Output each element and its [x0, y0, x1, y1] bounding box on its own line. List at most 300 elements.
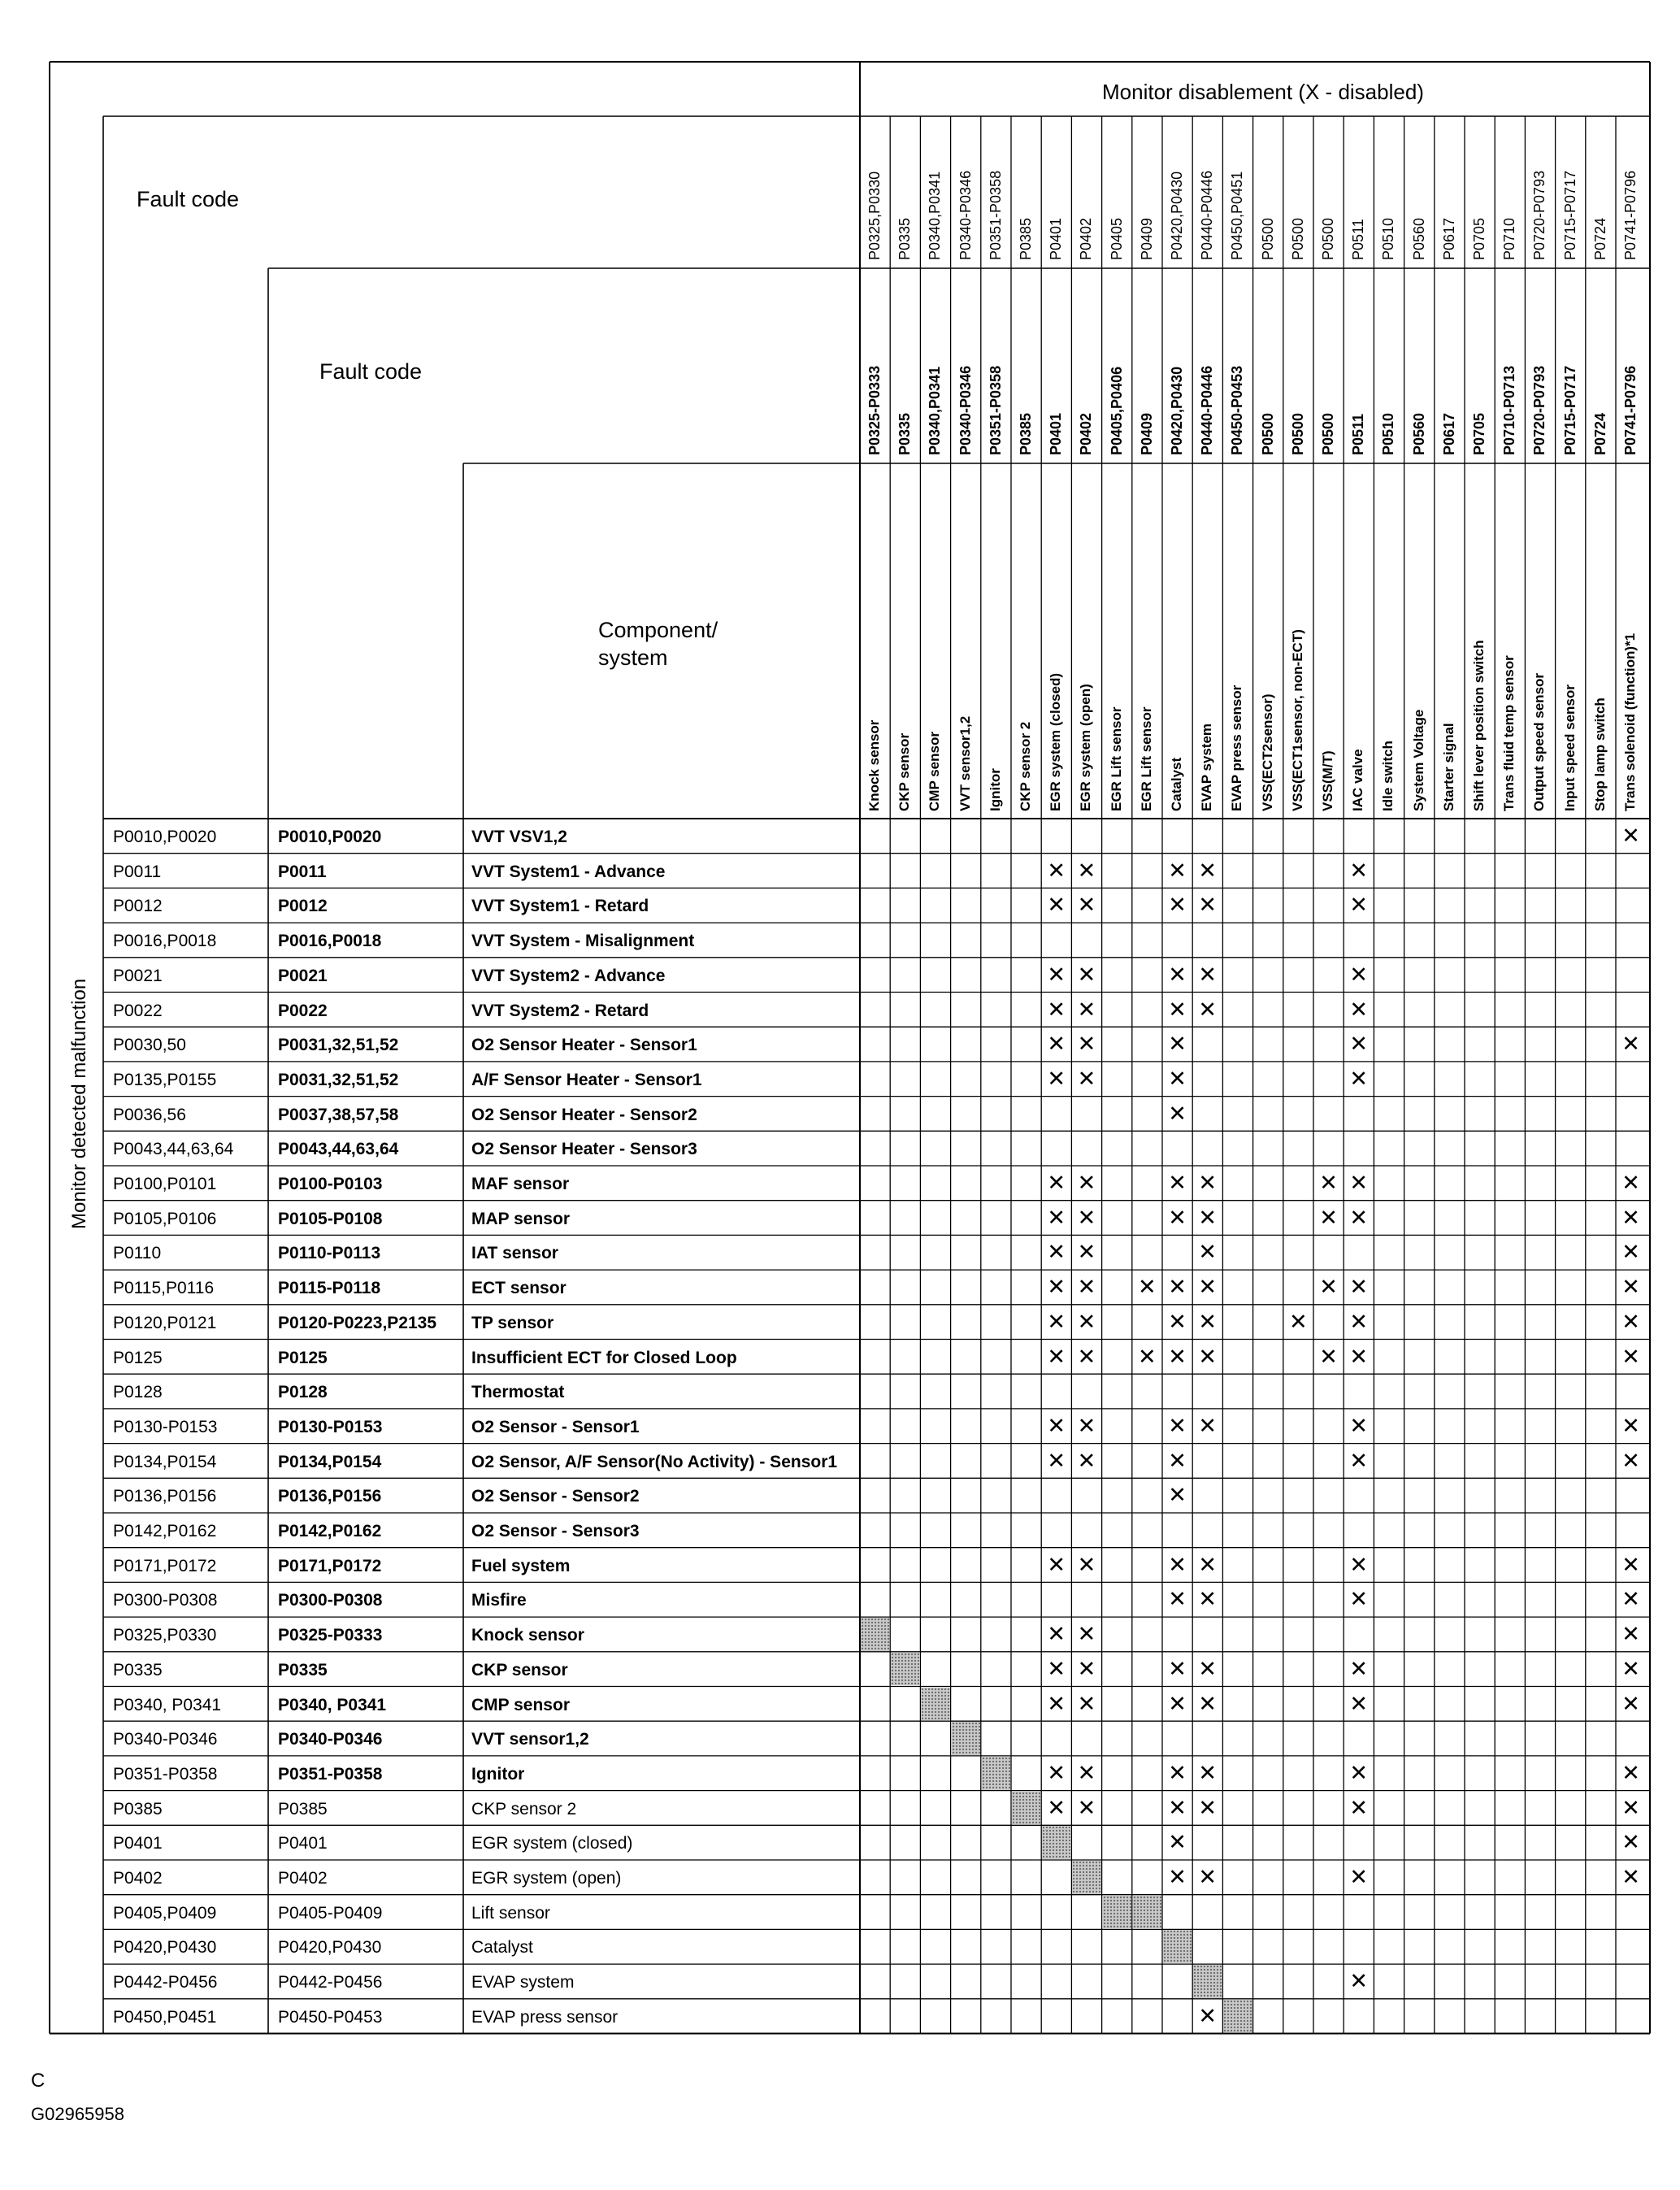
- disabled-mark: ✕: [1077, 1275, 1096, 1300]
- disabled-mark: ✕: [1077, 1656, 1096, 1681]
- disabled-mark: ✕: [1621, 1275, 1640, 1300]
- column-code-inner: P0705: [1471, 412, 1487, 455]
- row-code-outer: P0128: [113, 1383, 163, 1402]
- row-component-name: EVAP system: [471, 1973, 575, 1992]
- disabled-mark: ✕: [1168, 1101, 1187, 1126]
- disabled-mark: ✕: [1621, 1552, 1640, 1577]
- row-code-outer: P0135,P0155: [113, 1070, 217, 1089]
- column-label: EVAP press sensor: [1229, 684, 1245, 811]
- row-component-name: IAT sensor: [471, 1244, 558, 1263]
- row-component-name: O2 Sensor - Sensor2: [471, 1487, 640, 1506]
- column-code-inner: P0409: [1138, 412, 1155, 455]
- column-code-inner: P0402: [1078, 412, 1095, 455]
- disabled-mark: ✕: [1047, 1205, 1066, 1230]
- disabled-mark: ✕: [1168, 858, 1187, 883]
- disabled-mark: ✕: [1047, 1066, 1066, 1091]
- self-shaded-cell: [1042, 1826, 1070, 1859]
- row-code-outer: P0450,P0451: [113, 2007, 217, 2027]
- disabled-mark: ✕: [1621, 1587, 1640, 1612]
- disabled-mark: ✕: [1198, 1865, 1217, 1889]
- disabled-mark: ✕: [1198, 1760, 1217, 1785]
- column-code-inner: P0450-P0453: [1229, 365, 1246, 455]
- row-code-outer: P0136,P0156: [113, 1487, 217, 1506]
- column-code-outer: P0511: [1350, 219, 1367, 260]
- disabled-mark: ✕: [1319, 1275, 1338, 1300]
- column-code-outer: P0705: [1471, 217, 1487, 260]
- disabled-mark: ✕: [1168, 893, 1187, 918]
- disabled-mark: ✕: [1047, 1622, 1066, 1647]
- column-label: CMP sensor: [927, 732, 943, 811]
- column-label: CKP sensor 2: [1018, 721, 1033, 811]
- disabled-mark: ✕: [1349, 1969, 1368, 1994]
- row-component-name: Catalyst: [471, 1938, 533, 1958]
- row-component-name: Insufficient ECT for Closed Loop: [471, 1348, 737, 1367]
- column-code-outer: P0450,P0451: [1229, 171, 1246, 260]
- column-label: Input speed sensor: [1561, 684, 1578, 811]
- column-code-outer: P0715-P0717: [1561, 170, 1578, 260]
- disabled-mark: ✕: [1077, 1344, 1096, 1369]
- row-code-inner: P0134,P0154: [278, 1452, 382, 1471]
- self-shaded-cell: [921, 1688, 949, 1721]
- disabled-mark: ✕: [1198, 1309, 1217, 1334]
- row-code-outer: P0405,P0409: [113, 1903, 217, 1923]
- row-code-outer: P0300-P0308: [113, 1591, 218, 1610]
- column-label: VVT sensor1,2: [957, 715, 973, 811]
- disabled-mark: ✕: [1621, 1865, 1640, 1889]
- column-code-outer: P0710: [1501, 217, 1518, 260]
- disabled-mark: ✕: [1077, 1240, 1096, 1265]
- disabled-mark: ✕: [1168, 1309, 1187, 1334]
- row-code-outer: P0011: [113, 862, 162, 881]
- row-component-name: TP sensor: [471, 1313, 554, 1332]
- row-code-outer: P0043,44,63,64: [113, 1140, 234, 1159]
- column-label: Trans fluid temp sensor: [1501, 655, 1517, 811]
- column-code-outer: P0500: [1320, 217, 1336, 260]
- disabled-mark: ✕: [1621, 1830, 1640, 1855]
- disabled-mark: ✕: [1047, 1344, 1066, 1369]
- disabled-mark: ✕: [1168, 1865, 1187, 1889]
- disabled-mark: ✕: [1047, 1795, 1066, 1820]
- row-code-outer: P0420,P0430: [113, 1938, 217, 1958]
- fault-code-header-outer: Fault code: [137, 187, 240, 211]
- row-code-inner: P0130-P0153: [278, 1417, 383, 1436]
- column-code-outer: P0409: [1138, 217, 1155, 260]
- self-shaded-cell: [1103, 1896, 1131, 1929]
- row-code-inner: P0043,44,63,64: [278, 1140, 399, 1159]
- row-component-name: O2 Sensor Heater - Sensor2: [471, 1105, 697, 1124]
- disabled-mark: ✕: [1349, 1760, 1368, 1785]
- row-component-name: O2 Sensor - Sensor3: [471, 1522, 640, 1540]
- column-label: VSS(ECT1sensor, non-ECT): [1289, 629, 1305, 811]
- row-code-inner: P0335: [278, 1660, 328, 1679]
- column-code-inner: P0720-P0793: [1531, 365, 1548, 455]
- figure-id: G02965958: [31, 2104, 124, 2124]
- row-code-inner: P0450-P0453: [278, 2007, 383, 2027]
- disabled-mark: ✕: [1621, 1691, 1640, 1716]
- disabled-mark: ✕: [1077, 1448, 1096, 1473]
- disabled-mark: ✕: [1621, 1448, 1640, 1473]
- column-code-outer: P0385: [1018, 217, 1034, 260]
- column-label: EGR Lift sensor: [1108, 706, 1124, 811]
- disabled-mark: ✕: [1047, 1275, 1066, 1300]
- row-component-name: VVT System1 - Retard: [471, 897, 649, 916]
- row-code-inner: P0325-P0333: [278, 1626, 383, 1645]
- column-label: EGR Lift sensor: [1138, 706, 1154, 811]
- column-code-inner: P0710-P0713: [1501, 365, 1518, 455]
- disabled-mark: ✕: [1349, 1552, 1368, 1577]
- row-code-outer: P0021: [113, 966, 163, 985]
- disabled-mark: ✕: [1168, 1830, 1187, 1855]
- disabled-mark: ✕: [1168, 1448, 1187, 1473]
- disabled-mark: ✕: [1198, 893, 1217, 918]
- disabled-mark: ✕: [1349, 1032, 1368, 1057]
- row-code-outer: P0105,P0106: [113, 1209, 217, 1228]
- disabled-mark: ✕: [1047, 1413, 1066, 1438]
- column-code-outer: P0617: [1440, 217, 1457, 260]
- column-code-inner: P0340-P0346: [957, 365, 974, 455]
- disabled-mark: ✕: [1198, 1587, 1217, 1612]
- disabled-mark: ✕: [1349, 1413, 1368, 1438]
- column-code-outer: P0560: [1410, 217, 1427, 260]
- row-component-name: EVAP press sensor: [471, 2007, 619, 2027]
- row-code-outer: P0022: [113, 1001, 163, 1020]
- disabled-mark: ✕: [1621, 1760, 1640, 1785]
- disabled-mark: ✕: [1077, 1795, 1096, 1820]
- disabled-mark: ✕: [1168, 1552, 1187, 1577]
- column-code-outer: P0741-P0796: [1622, 170, 1639, 260]
- row-component-name: MAP sensor: [471, 1209, 570, 1228]
- row-component-name: CMP sensor: [471, 1695, 570, 1714]
- column-code-outer: P0351-P0358: [987, 170, 1004, 260]
- column-code-inner: P0500: [1289, 412, 1306, 455]
- column-code-inner: P0741-P0796: [1622, 365, 1639, 455]
- column-label: Knock sensor: [866, 719, 882, 811]
- column-label: Shift lever position switch: [1471, 640, 1487, 811]
- column-code-outer: P0510: [1380, 217, 1397, 260]
- row-code-inner: P0340-P0346: [278, 1730, 383, 1749]
- disabled-mark: ✕: [1349, 1066, 1368, 1091]
- disabled-mark: ✕: [1621, 1309, 1640, 1334]
- row-code-outer: P0115,P0116: [113, 1279, 215, 1298]
- self-shaded-cell: [1193, 1965, 1222, 1998]
- row-component-name: VVT System2 - Retard: [471, 1001, 649, 1020]
- disabled-mark: ✕: [1168, 962, 1187, 987]
- disabled-mark: ✕: [1621, 1795, 1640, 1820]
- row-code-inner: P0016,P0018: [278, 932, 382, 951]
- disabled-mark: ✕: [1349, 893, 1368, 918]
- disabled-mark: ✕: [1168, 1275, 1187, 1300]
- disabled-mark: ✕: [1168, 1691, 1187, 1716]
- column-label: CKP sensor: [896, 732, 913, 811]
- disabled-mark: ✕: [1047, 962, 1066, 987]
- row-code-inner: P0351-P0358: [278, 1764, 383, 1784]
- row-component-name: Misfire: [471, 1591, 527, 1610]
- disabled-mark: ✕: [1319, 1205, 1338, 1230]
- disabled-mark: ✕: [1198, 1344, 1217, 1369]
- column-code-outer: P0335: [896, 217, 914, 260]
- column-code-inner: P0335: [896, 412, 914, 455]
- self-shaded-cell: [982, 1757, 1010, 1790]
- disabled-mark: ✕: [1077, 1171, 1096, 1195]
- column-code-inner: P0500: [1320, 412, 1336, 455]
- disabled-mark: ✕: [1077, 858, 1096, 883]
- disabled-mark: ✕: [1349, 997, 1368, 1022]
- disabled-mark: ✕: [1047, 1552, 1066, 1577]
- column-code-outer: P0405: [1108, 217, 1125, 260]
- row-code-outer: P0030,50: [113, 1036, 186, 1055]
- disabled-mark: ✕: [1621, 1240, 1640, 1265]
- disabled-mark: ✕: [1077, 1205, 1096, 1230]
- disabled-mark: ✕: [1077, 1066, 1096, 1091]
- disabled-mark: ✕: [1349, 1309, 1368, 1334]
- disabled-mark: ✕: [1349, 858, 1368, 883]
- row-component-name: CKP sensor 2: [471, 1799, 577, 1818]
- disabled-mark: ✕: [1621, 823, 1640, 848]
- column-code-outer: P0724: [1591, 217, 1608, 260]
- row-component-name: ECT sensor: [471, 1279, 567, 1298]
- disabled-mark: ✕: [1047, 1240, 1066, 1265]
- column-code-outer: P0340-P0346: [957, 170, 974, 260]
- self-shaded-cell: [952, 1722, 980, 1755]
- column-code-inner: P0617: [1440, 412, 1457, 455]
- disabled-mark: ✕: [1621, 1205, 1640, 1230]
- fault-code-header-inner: Fault code: [319, 359, 423, 384]
- disabled-mark: ✕: [1047, 1309, 1066, 1334]
- disabled-mark: ✕: [1168, 1795, 1187, 1820]
- row-code-outer: P0385: [113, 1799, 163, 1818]
- row-code-inner: P0405-P0409: [278, 1903, 383, 1923]
- disabled-mark: ✕: [1349, 1205, 1368, 1230]
- disabled-mark: ✕: [1349, 1656, 1368, 1681]
- disabled-mark: ✕: [1168, 1032, 1187, 1057]
- row-code-outer: P0120,P0121: [113, 1313, 217, 1332]
- row-code-inner: P0128: [278, 1383, 328, 1402]
- row-code-inner: P0115-P0118: [278, 1279, 381, 1298]
- row-code-inner: P0031,32,51,52: [278, 1036, 399, 1055]
- footer-letter: C: [31, 2070, 46, 2092]
- disabled-mark: ✕: [1137, 1275, 1157, 1300]
- row-component-name: EGR system (closed): [471, 1834, 633, 1853]
- disabled-mark: ✕: [1047, 997, 1066, 1022]
- column-code-outer: P0420,P0430: [1169, 171, 1185, 260]
- column-code-inner: P0724: [1591, 412, 1608, 455]
- disabled-mark: ✕: [1168, 1760, 1187, 1785]
- disabled-mark: ✕: [1198, 962, 1217, 987]
- self-shaded-cell: [1163, 1930, 1192, 1963]
- disabled-mark: ✕: [1077, 1622, 1096, 1647]
- row-code-inner: P0012: [278, 897, 328, 916]
- row-code-inner: P0011: [278, 862, 327, 881]
- self-shaded-cell: [861, 1618, 889, 1651]
- disabled-mark: ✕: [1077, 1413, 1096, 1438]
- row-code-inner: P0031,32,51,52: [278, 1070, 399, 1089]
- row-component-name: MAF sensor: [471, 1175, 570, 1193]
- disabled-mark: ✕: [1621, 1413, 1640, 1438]
- row-code-outer: P0171,P0172: [113, 1556, 217, 1575]
- row-component-name: Knock sensor: [471, 1626, 584, 1645]
- disabled-mark: ✕: [1137, 1344, 1157, 1369]
- disabled-mark: ✕: [1349, 962, 1368, 987]
- row-component-name: VVT System2 - Advance: [471, 966, 666, 985]
- disabled-mark: ✕: [1349, 1275, 1368, 1300]
- disabled-mark: ✕: [1077, 1309, 1096, 1334]
- disabled-mark: ✕: [1168, 1344, 1187, 1369]
- disabled-mark: ✕: [1349, 1448, 1368, 1473]
- column-code-outer: P0440-P0446: [1199, 170, 1216, 260]
- column-code-outer: P0720-P0793: [1531, 170, 1548, 260]
- row-code-outer: P0325,P0330: [113, 1626, 217, 1645]
- disabled-mark: ✕: [1288, 1309, 1308, 1334]
- disabled-mark: ✕: [1168, 1587, 1187, 1612]
- row-code-outer: P0125: [113, 1348, 163, 1367]
- disabled-mark: ✕: [1168, 1205, 1187, 1230]
- row-code-inner: P0401: [278, 1834, 328, 1853]
- column-label: EGR system (closed): [1048, 672, 1064, 811]
- column-code-outer: P0402: [1078, 217, 1095, 260]
- column-code-outer: P0500: [1289, 217, 1306, 260]
- column-code-inner: P0401: [1048, 412, 1065, 455]
- disabled-mark: ✕: [1198, 2003, 1217, 2028]
- row-code-inner: P0420,P0430: [278, 1938, 382, 1958]
- disabled-mark: ✕: [1349, 1865, 1368, 1889]
- row-code-inner: P0125: [278, 1348, 328, 1367]
- column-code-inner: P0340,P0341: [927, 366, 944, 455]
- column-code-inner: P0351-P0358: [987, 365, 1004, 455]
- disabled-mark: ✕: [1198, 1656, 1217, 1681]
- row-code-inner: P0105-P0108: [278, 1209, 383, 1228]
- disabled-mark: ✕: [1621, 1656, 1640, 1681]
- disabled-mark: ✕: [1198, 1413, 1217, 1438]
- column-label: Output speed sensor: [1531, 672, 1548, 811]
- row-component-name: VVT System - Misalignment: [471, 932, 695, 951]
- disabled-mark: ✕: [1047, 893, 1066, 918]
- disabled-mark: ✕: [1077, 1691, 1096, 1716]
- self-shaded-cell: [1072, 1861, 1100, 1894]
- disabled-mark: ✕: [1168, 1413, 1187, 1438]
- disabled-mark: ✕: [1198, 997, 1217, 1022]
- column-code-inner: P0510: [1380, 412, 1397, 455]
- column-code-inner: P0500: [1259, 412, 1276, 455]
- row-component-name: O2 Sensor Heater - Sensor1: [471, 1036, 697, 1055]
- column-code-inner: P0511: [1350, 413, 1367, 455]
- row-code-outer: P0142,P0162: [113, 1522, 217, 1540]
- disabled-mark: ✕: [1168, 1656, 1187, 1681]
- disabled-mark: ✕: [1349, 1795, 1368, 1820]
- row-component-name: VVT sensor1,2: [471, 1730, 589, 1749]
- row-code-outer: P0442-P0456: [113, 1973, 218, 1992]
- row-code-inner: P0037,38,57,58: [278, 1105, 399, 1124]
- disabled-mark: ✕: [1077, 997, 1096, 1022]
- disabled-mark: ✕: [1319, 1171, 1338, 1195]
- disabled-mark: ✕: [1198, 1171, 1217, 1195]
- disabled-mark: ✕: [1168, 1483, 1187, 1508]
- column-label: IAC valve: [1350, 749, 1366, 811]
- disabled-mark: ✕: [1198, 1795, 1217, 1820]
- row-code-outer: P0100,P0101: [113, 1175, 217, 1193]
- disabled-mark: ✕: [1349, 1587, 1368, 1612]
- disabled-mark: ✕: [1047, 1760, 1066, 1785]
- row-component-name: Ignitor: [471, 1764, 525, 1784]
- column-label: Idle switch: [1380, 741, 1396, 811]
- row-code-outer: P0402: [113, 1869, 163, 1888]
- row-code-inner: P0142,P0162: [278, 1522, 382, 1540]
- column-code-outer: P0340,P0341: [927, 171, 944, 260]
- disabled-mark: ✕: [1319, 1344, 1338, 1369]
- row-component-name: Fuel system: [471, 1556, 571, 1575]
- disabled-mark: ✕: [1077, 962, 1096, 987]
- disabled-mark: ✕: [1047, 1171, 1066, 1195]
- column-code-inner: P0420,P0430: [1169, 366, 1185, 455]
- row-code-inner: P0010,P0020: [278, 828, 382, 846]
- disabled-mark: ✕: [1198, 1691, 1217, 1716]
- column-code-inner: P0560: [1410, 412, 1427, 455]
- row-code-inner: P0021: [278, 966, 328, 985]
- disabled-mark: ✕: [1198, 858, 1217, 883]
- row-code-inner: P0385: [278, 1799, 328, 1818]
- row-code-inner: P0120-P0223,P2135: [278, 1313, 436, 1332]
- column-code-inner: P0325-P0333: [866, 365, 883, 455]
- row-component-name: VVT System1 - Advance: [471, 862, 666, 881]
- column-label: Catalyst: [1169, 757, 1184, 811]
- disabled-mark: ✕: [1621, 1171, 1640, 1195]
- column-label: System Voltage: [1410, 709, 1426, 811]
- disabled-mark: ✕: [1077, 893, 1096, 918]
- row-component-name: O2 Sensor - Sensor1: [471, 1417, 640, 1436]
- component-header-line2: system: [598, 645, 668, 670]
- disabled-mark: ✕: [1198, 1552, 1217, 1577]
- disabled-mark: ✕: [1047, 858, 1066, 883]
- disabled-mark: ✕: [1047, 1032, 1066, 1057]
- disabled-mark: ✕: [1077, 1552, 1096, 1577]
- row-code-inner: P0442-P0456: [278, 1973, 383, 1992]
- row-code-outer: P0351-P0358: [113, 1764, 218, 1784]
- disabled-mark: ✕: [1621, 1622, 1640, 1647]
- row-component-name: O2 Sensor Heater - Sensor3: [471, 1140, 697, 1159]
- row-code-inner: P0402: [278, 1869, 328, 1888]
- disablement-title: Monitor disablement (X - disabled): [1102, 80, 1424, 104]
- self-shaded-cell: [1012, 1792, 1040, 1825]
- self-shaded-cell: [1133, 1896, 1161, 1929]
- column-label: Ignitor: [987, 768, 1003, 811]
- disabled-mark: ✕: [1077, 1760, 1096, 1785]
- row-component-name: CKP sensor: [471, 1660, 568, 1679]
- disabled-mark: ✕: [1047, 1691, 1066, 1716]
- row-code-inner: P0136,P0156: [278, 1487, 382, 1506]
- column-label: EVAP system: [1199, 723, 1215, 811]
- row-code-inner: P0022: [278, 1001, 328, 1020]
- column-label: EGR system (open): [1078, 684, 1094, 811]
- row-code-outer: P0401: [113, 1834, 163, 1853]
- row-code-outer: P0340-P0346: [113, 1730, 218, 1749]
- row-code-inner: P0340, P0341: [278, 1695, 387, 1714]
- row-code-inner: P0100-P0103: [278, 1175, 383, 1193]
- column-code-outer: P0500: [1259, 217, 1276, 260]
- disabled-mark: ✕: [1198, 1205, 1217, 1230]
- column-code-outer: P0325,P0330: [866, 171, 883, 260]
- column-label: Starter signal: [1440, 723, 1456, 811]
- column-code-outer: P0401: [1048, 217, 1065, 260]
- row-code-outer: P0010,P0020: [113, 828, 217, 846]
- disabled-mark: ✕: [1077, 1032, 1096, 1057]
- column-code-inner: P0440-P0446: [1199, 365, 1216, 455]
- disabled-mark: ✕: [1168, 1066, 1187, 1091]
- row-code-inner: P0300-P0308: [278, 1591, 383, 1610]
- disabled-mark: ✕: [1198, 1240, 1217, 1265]
- row-code-outer: P0036,56: [113, 1105, 186, 1124]
- disabled-mark: ✕: [1349, 1691, 1368, 1716]
- self-shaded-cell: [1223, 2000, 1252, 2033]
- disabled-mark: ✕: [1349, 1171, 1368, 1195]
